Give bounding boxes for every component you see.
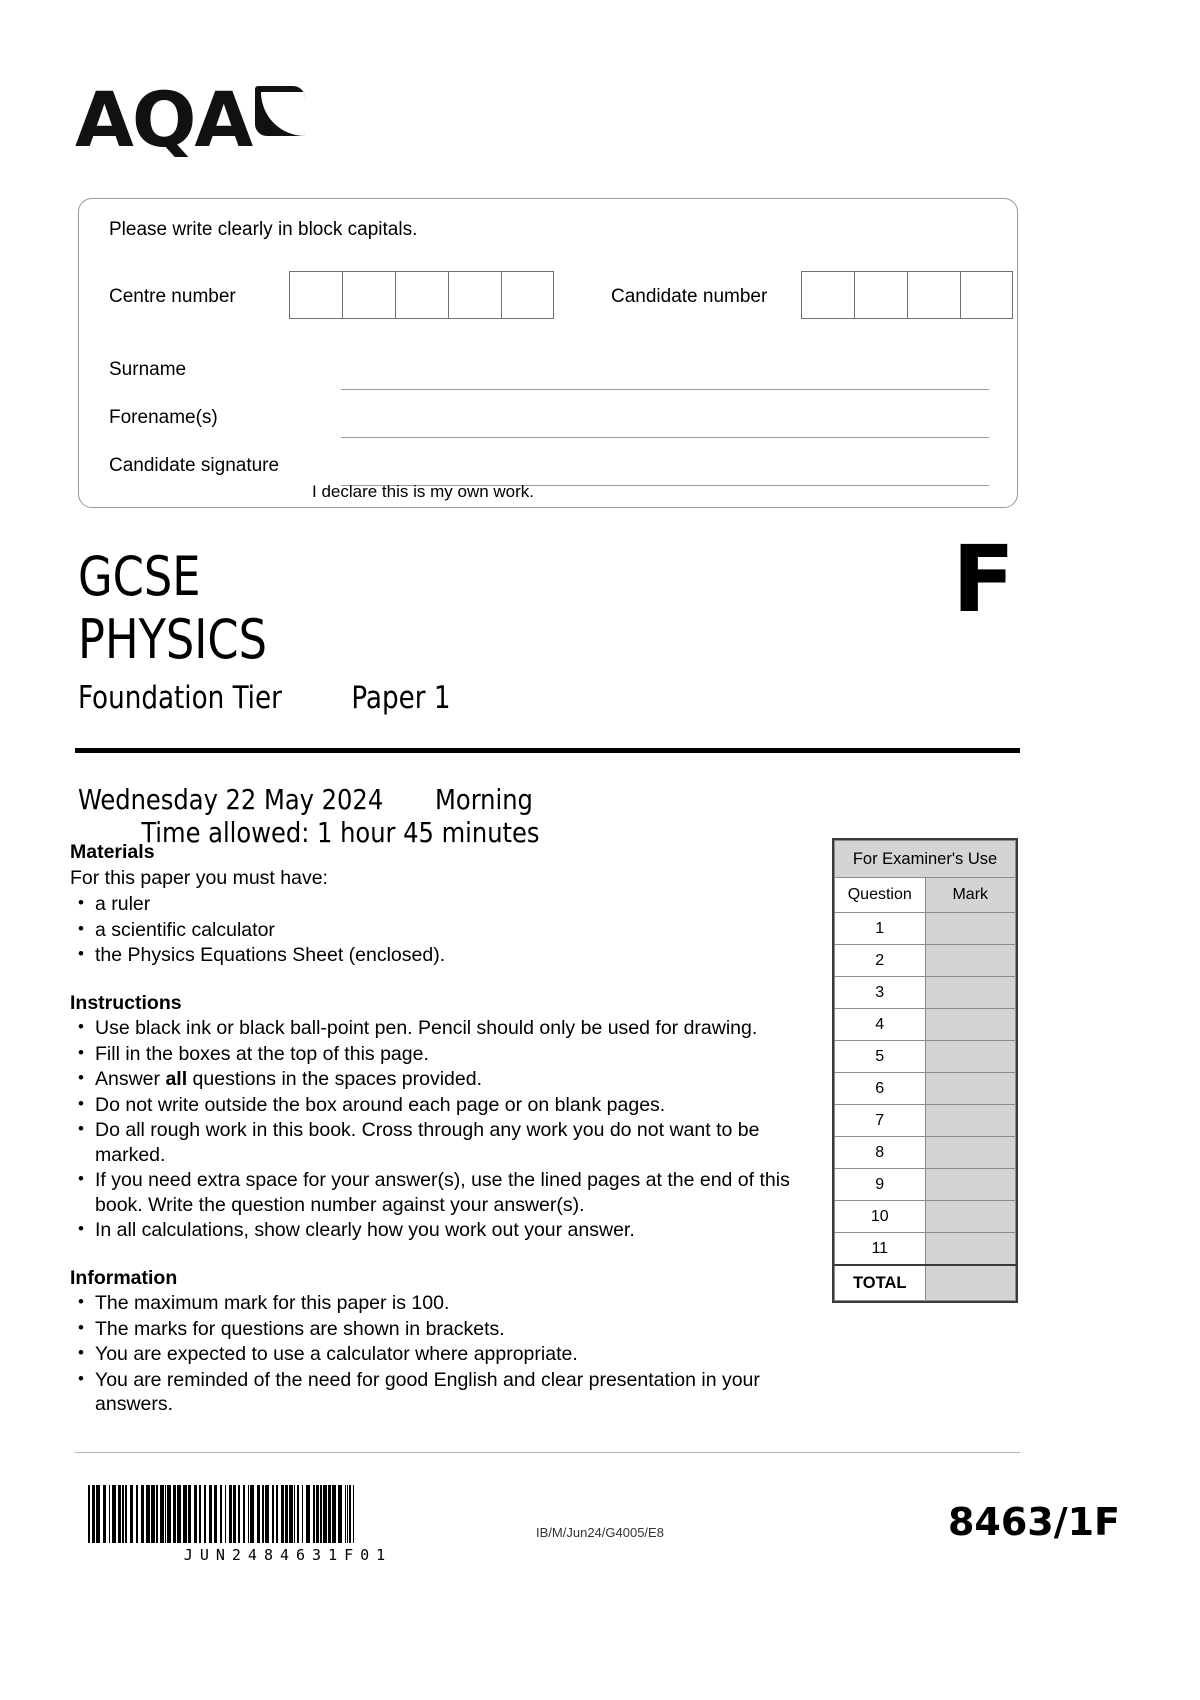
table-row [835,913,1016,945]
list-item: • You are reminded of the need for good English and clear presentation in your answers. [70,1368,818,1417]
exam-date: Wednesday 22 May 2024 [78,783,384,816]
column-header-question: Question [835,878,926,913]
candidate-details-box [78,198,1018,508]
centre-number-cell[interactable] [342,271,395,319]
forename-row [109,407,989,455]
instructions-list [70,1016,818,1243]
centre-number-cell[interactable] [395,271,448,319]
instructions-column [70,840,818,1418]
candidate-signature-label: Candidate signature [109,455,280,476]
table-row [835,1105,1016,1137]
paper-label: Paper 1 [351,680,451,716]
forename-input[interactable] [341,437,989,438]
list-item: • In all calculations, show clearly how you work out your answer. [70,1218,818,1243]
examiner-marks-table [832,838,1018,1303]
mark-entry-cell[interactable] [925,1233,1016,1266]
mark-entry-cell[interactable] [925,1201,1016,1233]
spacer [70,1244,818,1266]
candidate-number-cell[interactable] [801,271,854,319]
question-number: 4 [835,1009,926,1041]
question-number: 8 [835,1137,926,1169]
list-item: • The marks for questions are shown in brackets. [70,1317,818,1342]
document-reference: IB/M/Jun24/G4005/E8 [536,1525,664,1540]
question-number: 6 [835,1073,926,1105]
candidate-number-label: Candidate number [611,286,768,307]
surname-row [109,359,989,407]
question-number: 3 [835,977,926,1009]
total-mark-cell[interactable] [925,1265,1016,1301]
list-item: • If you need extra space for your answer(s), use the lined pages at the end of this book. Write the question number against your answer(s). [70,1168,818,1217]
tier-letter-badge: F [952,526,1015,633]
mark-entry-cell[interactable] [925,1009,1016,1041]
list-item: • Do not write outside the box around each page or on blank pages. [70,1093,818,1118]
centre-number-cell[interactable] [501,271,554,319]
qualification-title: GCSE [78,545,201,608]
mark-entry-cell[interactable] [925,1169,1016,1201]
centre-number-cell[interactable] [289,271,342,319]
surname-label: Surname [109,359,187,380]
candidate-number-cell[interactable] [960,271,1013,319]
table-row [835,1169,1016,1201]
mark-entry-cell[interactable] [925,1137,1016,1169]
question-number: 5 [835,1041,926,1073]
aqa-logo-text: AQA [75,75,252,164]
materials-subheading: For this paper you must have: [70,866,328,889]
leaf-mark-icon [255,86,305,136]
list-item: • Do all rough work in this book. Cross through any work you do not want to be marked. [70,1118,818,1167]
mark-entry-cell[interactable] [925,977,1016,1009]
footer-divider [75,1452,1020,1453]
table-row [835,1201,1016,1233]
question-number: 2 [835,945,926,977]
centre-number-cell[interactable] [448,271,501,319]
question-number: 9 [835,1169,926,1201]
question-number: 7 [835,1105,926,1137]
centre-number-input[interactable] [289,271,554,319]
materials-heading: Materials [70,841,155,863]
examiner-table-body [835,841,1016,1301]
number-row [109,271,989,323]
exam-session: Morning [435,783,533,816]
list-item: • a scientific calculator [70,918,818,943]
list-item [70,1067,818,1092]
instructions-heading: Instructions [70,991,182,1014]
table-row [835,878,1016,913]
table-row [835,841,1016,878]
mark-entry-cell[interactable] [925,1073,1016,1105]
table-row [835,1041,1016,1073]
table-row-total [835,1265,1016,1301]
spacer [70,969,818,991]
signature-row [109,455,989,503]
information-list [70,1291,818,1417]
mark-entry-cell[interactable] [925,1105,1016,1137]
list-item: • a ruler [70,892,818,917]
time-allowed: Time allowed: 1 hour 45 minutes [141,816,540,849]
centre-number-label: Centre number [109,286,236,307]
list-item: • the Physics Equations Sheet (enclosed). [70,943,818,968]
header-divider [75,748,1020,753]
question-number: 1 [835,913,926,945]
table-row [835,1073,1016,1105]
total-label: TOTAL [835,1265,926,1301]
candidate-number-cell[interactable] [854,271,907,319]
block-capitals-instruction: Please write clearly in block capitals. [109,219,418,240]
mark-entry-cell[interactable] [925,1041,1016,1073]
tier-label: Foundation Tier [78,680,282,716]
examiner-table-title: For Examiner's Use [835,841,1016,878]
candidate-number-input[interactable] [801,271,1013,319]
table-row [835,1137,1016,1169]
question-number: 10 [835,1201,926,1233]
list-item: • The maximum mark for this paper is 100. [70,1291,818,1316]
mark-entry-cell[interactable] [925,913,1016,945]
table-row [835,945,1016,977]
aqa-logo [75,75,305,164]
mark-entry-cell[interactable] [925,945,1016,977]
tier-paper-row [78,680,451,716]
forename-label: Forename(s) [109,407,218,428]
list-item-text: Answer all questions in the spaces provided. [95,1068,482,1090]
table-row [835,1233,1016,1266]
table-row [835,977,1016,1009]
subject-title: PHYSICS [78,608,268,671]
information-heading: Information [70,1266,178,1289]
materials-list [70,892,818,968]
table-row [835,1009,1016,1041]
list-item: • You are expected to use a calculator where appropriate. [70,1342,818,1367]
candidate-number-cell[interactable] [907,271,960,319]
list-item: • Fill in the boxes at the top of this page. [70,1042,818,1067]
paper-code: 8463/1F [947,1500,1120,1544]
column-header-mark: Mark [925,878,1016,913]
barcode-digits: JUN2484631F01 [183,1546,393,1564]
question-number: 11 [835,1233,926,1266]
surname-input[interactable] [341,389,989,390]
declaration-text: I declare this is my own work. [312,482,535,501]
list-item: • Use black ink or black ball-point pen. Pencil should only be used for drawing. [70,1016,818,1041]
